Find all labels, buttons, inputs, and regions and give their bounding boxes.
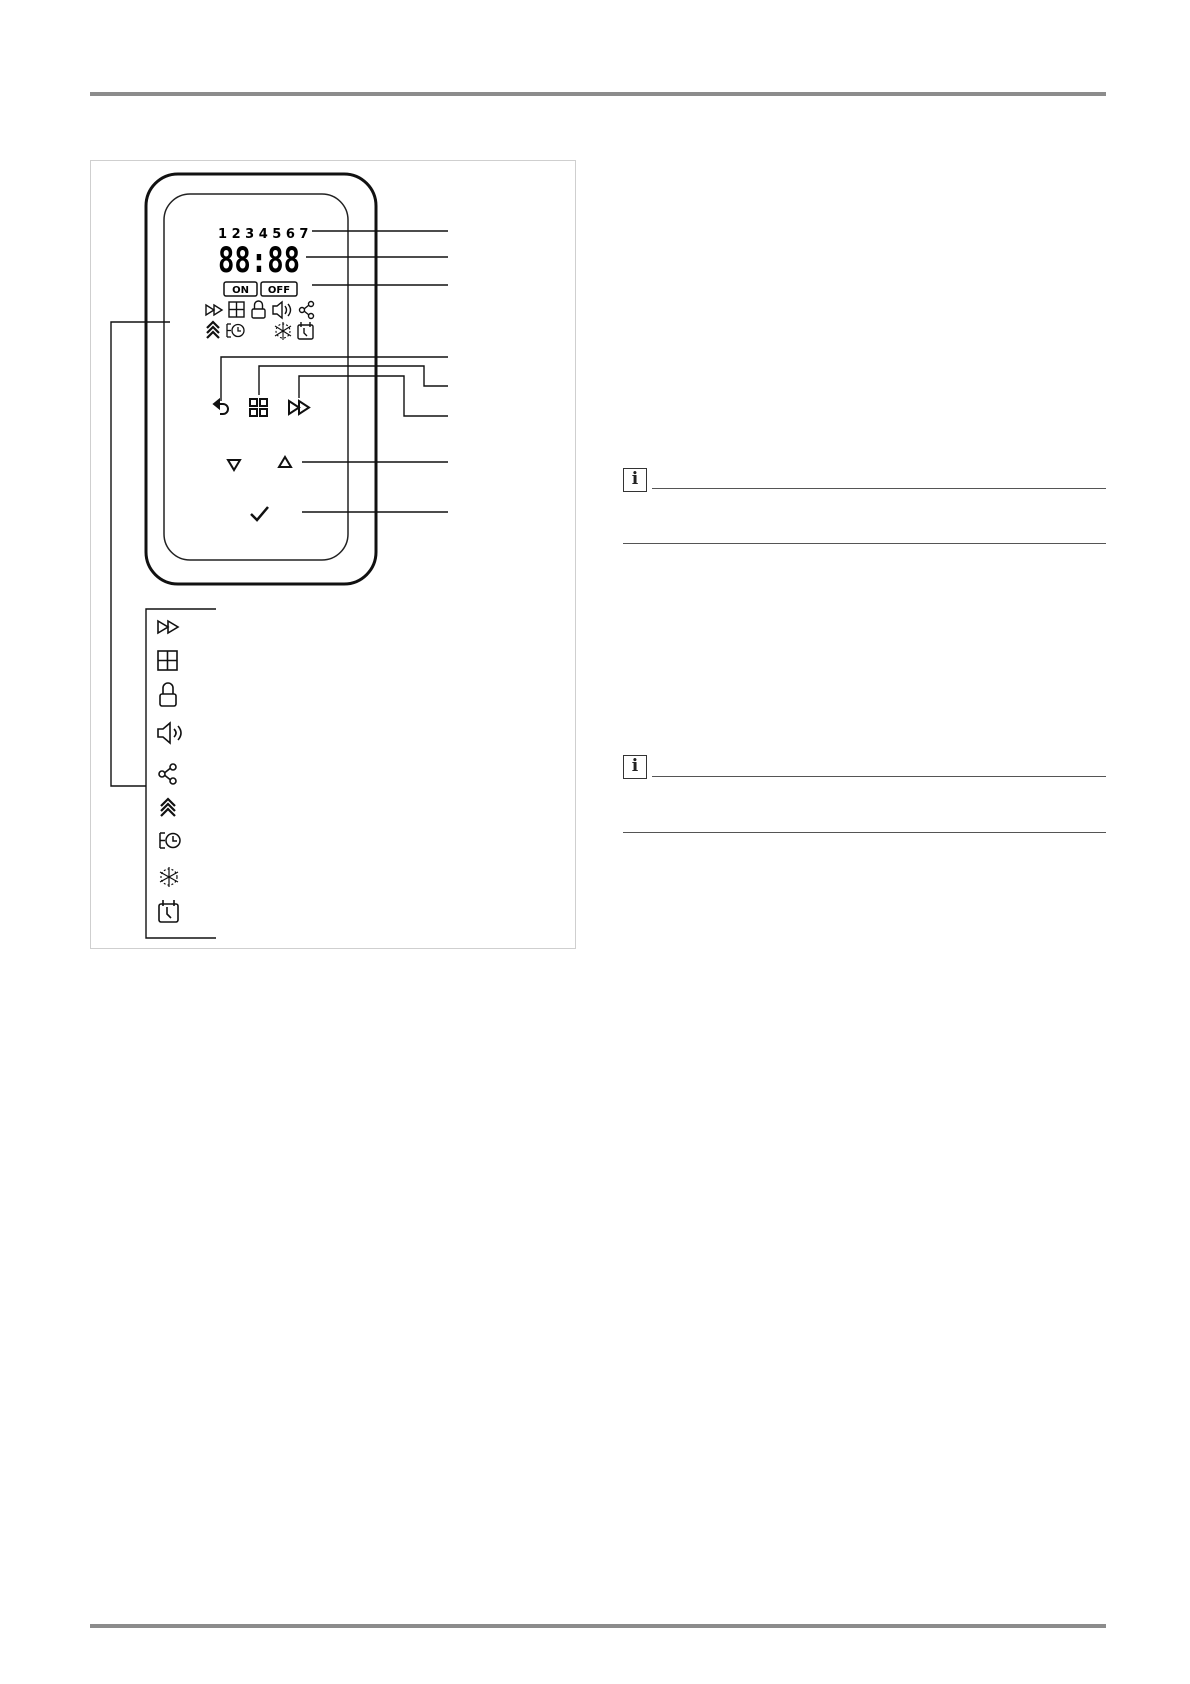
list-clock-icon (227, 324, 244, 337)
legend-grid-window-icon (158, 651, 177, 670)
off-label: OFF (267, 285, 291, 296)
on-label: ON (232, 285, 249, 296)
speaker-icon (273, 302, 291, 318)
info-icon: i (623, 755, 647, 779)
info-note-top-rule (652, 488, 1106, 489)
legend-lock-icon (160, 683, 176, 706)
footer-rule (90, 1624, 1106, 1628)
lock-icon (252, 301, 265, 318)
share-icon (300, 302, 314, 319)
info-note-bottom-rule (623, 832, 1106, 833)
up-triangle-icon[interactable] (279, 457, 291, 467)
grid-window-icon (229, 302, 244, 317)
legend-bracket (146, 609, 216, 938)
snowflake-icon (275, 322, 291, 340)
calendar-clock-icon (298, 322, 313, 339)
legend-connector (111, 322, 170, 786)
chevrons-up-icon (207, 322, 219, 338)
fast-forward-button-icon[interactable] (289, 401, 309, 414)
legend-fast-forward-icon (158, 621, 178, 633)
time-digits: 88:88 (218, 241, 300, 281)
info-note-bottom-rule (623, 543, 1106, 544)
back-arrow-icon[interactable] (214, 400, 228, 414)
menu-grid-icon[interactable] (250, 399, 267, 416)
legend-snowflake-icon (160, 867, 178, 887)
legend-calendar-clock-icon (159, 900, 178, 922)
legend-chevrons-up-icon (161, 799, 175, 816)
check-icon[interactable] (251, 507, 268, 520)
info-note-top-rule (652, 776, 1106, 777)
legend-list-clock-icon (160, 833, 180, 848)
day-numbers: 1 2 3 4 5 6 7 (218, 227, 309, 242)
info-icon: i (623, 468, 647, 492)
fast-forward-icon (206, 305, 222, 315)
legend-speaker-icon (158, 723, 181, 743)
legend-share-icon (159, 764, 176, 784)
down-triangle-icon[interactable] (228, 460, 240, 470)
